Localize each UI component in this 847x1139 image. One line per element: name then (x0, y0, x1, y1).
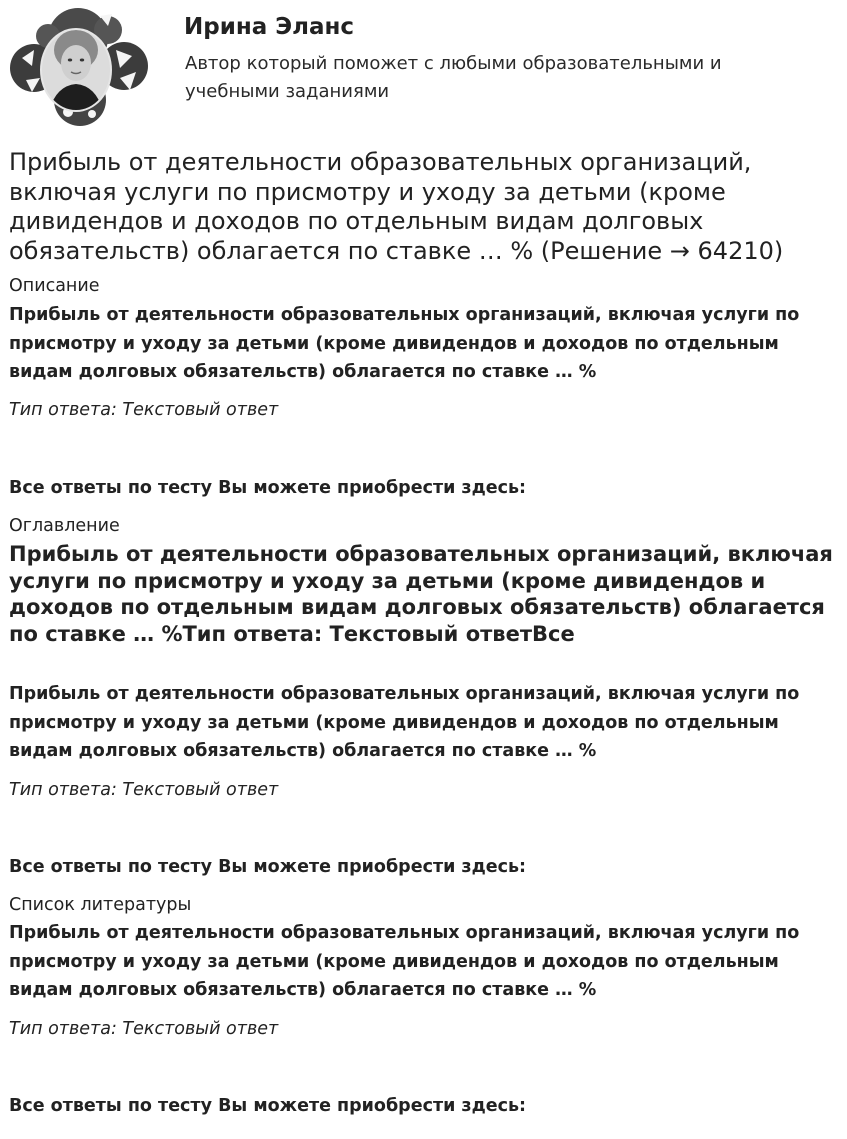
section-label-references: Список литературы (9, 895, 192, 915)
toc-heading: Прибыль от деятельности образовательных организаций, включая услуги по присмотру и уходу за детьми (кроме дивидендов и доходов по отдельным видам долговых обязательств) облагается по ставке … %Тип ответа: Текстовый ответВсе (9, 542, 833, 646)
toc-answer-type: Тип ответа: Текстовый ответ (9, 780, 279, 800)
author-bio: Автор который поможет с любыми образовательными и учебными заданиями (185, 53, 722, 102)
references-question: Прибыль от деятельности образовательных организаций, включая услуги по присмотру и уходу за детьми (кроме дивидендов и доходов по отдельным видам долговых обязательств) облагается по ставке … % (9, 923, 800, 1000)
description-answer-type: Тип ответа: Текстовый ответ (9, 400, 279, 420)
author-name[interactable]: Ирина Эланс (184, 14, 355, 40)
section-label-toc: Оглавление (9, 516, 120, 536)
author-avatar[interactable] (8, 8, 150, 126)
page-title: Прибыль от деятельности образовательных организаций, включая услуги по присмотру и уходу за детьми (кроме дивидендов и доходов по отдельным видам долговых обязательств) облагается по ставке … % (Решение → 64210) (9, 148, 784, 265)
toc-question: Прибыль от деятельности образовательных организаций, включая услуги по присмотру и уходу за детьми (кроме дивидендов и доходов по отдельным видам долговых обязательств) облагается по ставке … % (9, 684, 800, 761)
description-buy-link[interactable]: Все ответы по тесту Вы можете приобрести здесь: (9, 478, 527, 498)
references-buy-link[interactable]: Все ответы по тесту Вы можете приобрести здесь: (9, 1096, 527, 1116)
toc-buy-link[interactable]: Все ответы по тесту Вы можете приобрести здесь: (9, 857, 527, 877)
author-card (0, 0, 847, 140)
section-label-description: Описание (9, 276, 100, 296)
description-question: Прибыль от деятельности образовательных организаций, включая услуги по присмотру и уходу за детьми (кроме дивидендов и доходов по отдельным видам долговых обязательств) облагается по ставке … % (9, 305, 800, 382)
references-answer-type: Тип ответа: Текстовый ответ (9, 1019, 279, 1039)
